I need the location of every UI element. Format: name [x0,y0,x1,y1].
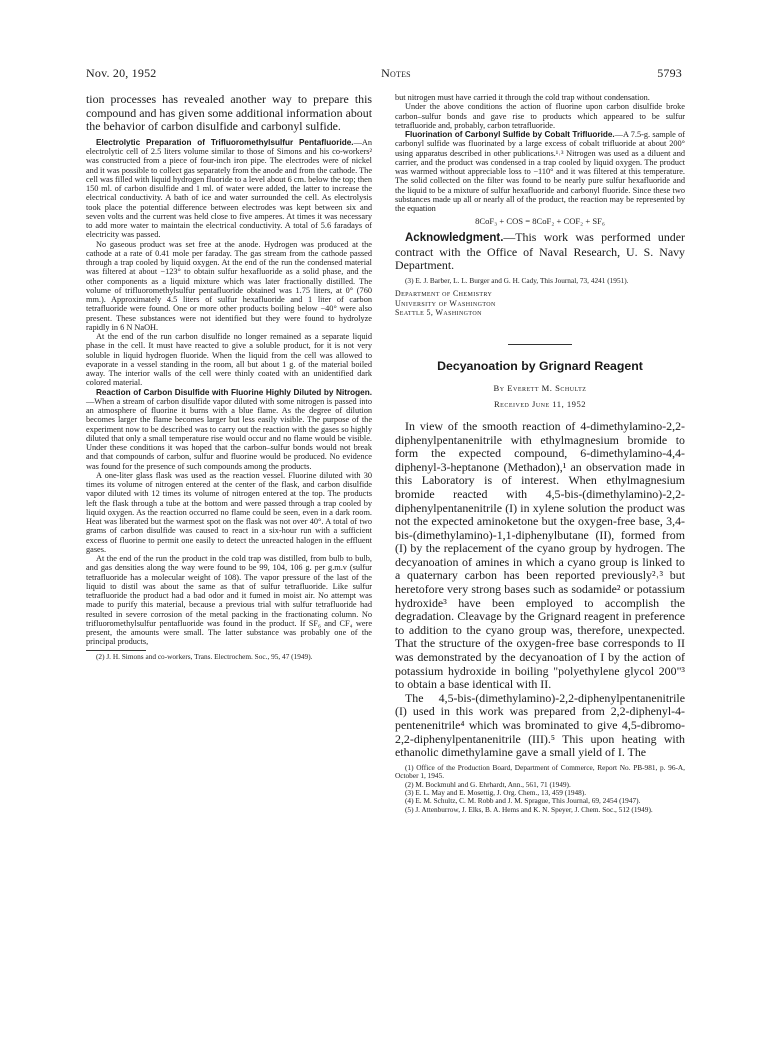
affiliation [395,289,685,318]
section-title: Notes [381,66,411,80]
article-footnote-5: (5) J. Attenburrow, J. Elks, B. A. Hems and K. N. Speyer, J. Chem. Soc., 512 (1949). [405,804,653,814]
acknowledgment-text: —This work was performed under contract with the Office of Naval Research, U. S. Navy Department. [395,230,685,273]
hydrogen-paragraph: No gaseous product was set free at the anode. Hydrogen was produced at the cathode at a rate of 0.41 mole per faraday. The gas stream from the cathode passed through a trap cooled by liquid oxygen. At the end of the run the condensed material was filtered at about −123° to obtain sulfur hexafluoride as a solid phase, and the other components as a liquid mixture which was later fractionally distilled. The volume of trifluoromethylsulfur pentafluoride obtained was 1.75 liters, at 0° (760 mm.). Approximately 4.5 liters of sulfur hexafluoride and 1 liter of carbon tetrafluoride were found. One or more other products boiling below −40° were also present. These substances were not identified but they were found to hydrolyze rapidly in 6 N NaOH. [86,239,372,332]
running-header [86,66,682,82]
article-title: Decyanoation by Grignard Reagent [437,358,643,373]
author-byline: By Everett M. Schultz [493,382,587,393]
electrolytic-heading: Electrolytic Preparation of Trifluoromethylsulfur Pentafluoride. [96,137,354,147]
left-column [86,93,372,661]
affiliation-department: Department of Chemistry [395,289,493,299]
electrolytic-paragraph [86,138,372,240]
article-divider [508,344,572,345]
continuation-paragraph: but nitrogen must have carried it through the cold trap without condensation. [395,93,650,102]
carbonyl-paragraph [395,130,685,213]
flask-paragraph: A one-liter glass flask was used as the reaction vessel. Fluorine diluted with 30 times its volume of nitrogen entered at the center of the flask, and carbon disulfide vapor diluted with 12 times its volume of nitrogen entered at the top. The products left the flask through a tube at the bottom and were passed through a trap cooled by liquid oxygen. As the reaction occurred no flame could be seen, even in a dark room. Heat was liberated but the warmest spot on the flask was not over 40°. A total of two grams of carbon disulfide was caused to react in a six-hour run with a sufficient excess of fluorine to permit one easily to detect the unreacted halogen in the effluent gases. [86,470,372,554]
carbon-disulfide-heading: Reaction of Carbon Disulfide with Fluorine Highly Diluted by Nitrogen. [96,387,372,397]
carbon-disulfide-paragraph [86,388,372,471]
affiliation-university: University of Washington [395,298,496,308]
carbon-disulfide-text: —When a stream of carbon disulfide vapor diluted with some nitrogen is passed into an atmosphere of fluorine it burns with a blue flame. As the degree of dilution becomes larger the flame becomes larger but less easily visible. The purpose of the experiment now to be described was to carry out the reaction with the gases so highly diluted that only a small temperature rise would occur and no flame would be visible. Under these conditions it was hoped that the carbon–sulfur bonds would not break and that compounds of carbon, sulfur and fluorine would be produced. No evidence was found for the presence of such compounds among the products. [86,396,372,471]
end-of-run-paragraph: At the end of the run carbon disulfide no longer remained as a separate liquid phase in the cell. It must have reacted to give a soluble product, for it is not very soluble in liquid hydrogen fluoride. When the liquid from the cell was allowed to evaporate in a vessel standing in the room, all but about 1 g. of the material boiled away. The interior walls of the cell were thinly coated with an unidentified dark colored material. [86,332,372,388]
article-footnote-3: (3) E. L. May and E. Mosettig, J. Org. Chem., 13, 459 (1948). [405,788,587,797]
footnote-3: (3) E. J. Barber, L. L. Burger and G. H. Cady, This Journal, 73, 4241 (1951). [405,276,629,286]
acknowledgment-heading: Acknowledgment. [405,232,504,245]
article-footnote-4: (4) E. M. Schultz, C. M. Robb and J. M. Sprague, This Journal, 69, 2454 (1947). [405,796,641,806]
reaction-equation: 8CoF₃ + COS = 8CoF₂ + COF₂ + SF₆ [475,216,605,227]
cold-trap-paragraph: At the end of the run the product in the cold trap was distilled, from bulb to bulb, and gas densities along the way were found to be 99, 104, 106 g. per g.m.v (sulfur tetrafluoride has a molecular weight of 108). The vapor pressure of the last of the liquid to distil was about the same as that of sulfur tetrafluoride. Like sulfur tetrafluoride the product had a bad odor and it fumed in moist air. No attempt was made to purify this material, because a previous trial with sulfur tetrafluoride had resulted in severe corrosion of the metal packing in the fractionating column. No trifluoromethylsulfur pentafluoride was found in the product. If SF₆ and CF₄ were present, the amounts were small. The latter substance was probably one of the principal products, [86,554,372,647]
article-footnote-2: (2) M. Bockmuhl and G. Ehrhardt, Ann., 561, 71 (1949). [405,779,571,789]
electrolytic-text: —An electrolytic cell of 2.5 liters volume similar to those of Simons and his co-workers² was constructed from a piece of four-inch iron pipe. The electrodes were of nickel and it was possible to collect gas separately from the anode and from the cathode. The cell was filled with liquid hydrogen fluoride to a level about 6 cm. below the top; then 150 ml. of carbon disulfide and 1 ml. of water were added, the latter to increase the electrical conductivity. A bath of ice and water surrounded the cell. As electrolysis took place the potential difference between electrodes was kept between six and seven volts and the current was held close to five amperes. At times it was necessary to add more water to maintain the electrical conductivity. A total of 5.6 faradays of electricity was passed. [86,137,372,240]
article-footnote-1: (1) Office of the Production Board, Department of Commerce, Report No. PB-981, p. 96-A, October 1, 1945. [395,762,685,781]
carbonyl-heading: Fluorination of Carbonyl Sulfide by Cobalt Trifluoride. [405,130,615,139]
intro-paragraph: tion processes has revealed another way to prepare this compound and has given some additional information about the behavior of carbon disulfide and carbonyl sulfide. [86,92,372,134]
issue-date: Nov. 20, 1952 [86,66,157,80]
page-number: 5793 [657,66,682,80]
affiliation-city: Seattle 5, Washington [395,308,482,318]
footnote-2: (2) J. H. Simons and co-workers, Trans. Electrochem. Soc., 95, 47 (1949). [96,651,313,661]
carbonyl-text: —A 7.5-g. sample of carbonyl sulfide was fluorinated by a large excess of cobalt trifluoride at about 200° using apparatus described in other publications.¹˒³ Nitrogen was used as a diluent and carrier, and the product was condensed in a trap cooled by liquid oxygen. The product was warmed without appreciable loss to −110° and it was filtered at this temperature. The solid collected on the filter was found to be nearly pure sulfur hexafluoride and the liquid to be a mixture of sulfur hexafluoride and carbonyl fluoride. Since these two substances made up all or nearly all of the product, the reaction may be represented by the equation [395,130,686,213]
conditions-paragraph: Under the above conditions the action of fluorine upon carbon disulfide broke carbon–sulfur bonds and gave rise to products which appeared to be sulfur tetrafluoride and, probably, carbon tetrafluoride. [395,102,685,130]
acknowledgment-paragraph [395,231,685,273]
footnote-rule [86,650,146,651]
received-date: Received June 11, 1952 [493,398,587,409]
article-body-1: In view of the smooth reaction of 4-dimethylamino-2,2-diphenylpentanenitrile with ethylmagnesium bromide to form the expected compound, 6-dimethylamino-4,4-diphenyl-3-heptanone (Methadon),¹ an observation made in this Laboratory is of interest. When ethylmagnesium bromide reacted with 4,5-bis-(dimethylamino)-2,2-diphenylpentanenitrile (I) in xylene solution the product was not the expected aminoketone but the oxygen-free base, 3,4-bis-(dimethylamino)-1,1-diphenylbutane (II), formed from (I) by the replacement of the cyano group by hydrogen. The decyanoation of amines in which a cyano group is linked to a quaternary carbon has been reported previously²˒³ but heretofore very strong bases such as sodamide² or potassium hydroxide³ have been employed to accomplish the degradation. Cleavage by the Grignard reagent in preference to addition to the cyano group was, therefore, unexpected. That the structure of the oxygen-free base corresponds to II was demonstrated by the decyanoation of I by the action of potassium hydroxide in boiling "polyethylene glycol 200"³ to obtain a base identical with II. [395,418,685,692]
right-column [395,93,685,814]
article-body-2: The 4,5-bis-(dimethylamino)-2,2-diphenylpentanenitrile (I) used in this work was prepared from 2,2-diphenyl-4-pentenenitrile⁴ which was brominated to give 4,5-dibromo-2,2-diphenylpentanenitrile (III).⁵ This upon heating with ethanolic dimethylamine gave a small yield of I. The [395,690,685,760]
